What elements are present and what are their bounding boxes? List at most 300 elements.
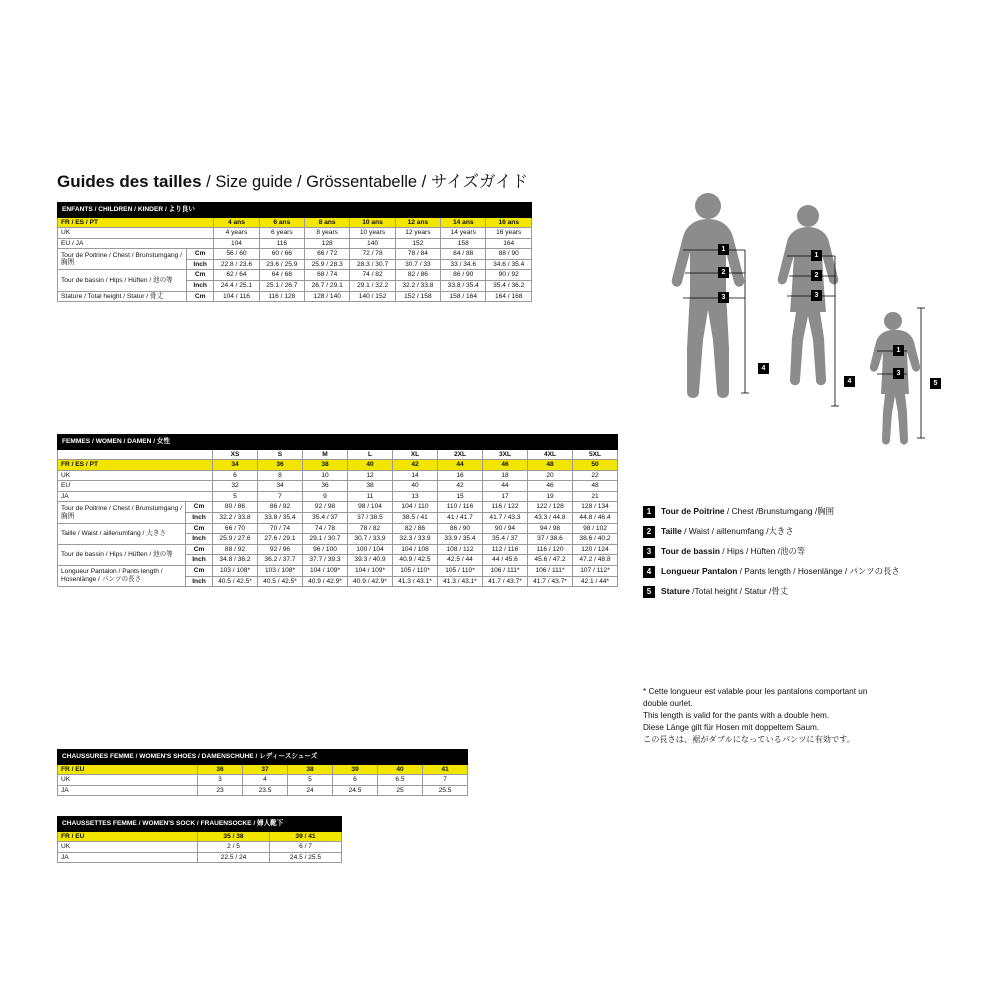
table-cell: 40.5 / 42.5* bbox=[258, 576, 303, 587]
table-row bbox=[58, 502, 618, 513]
table-cell: 6 bbox=[333, 775, 378, 786]
women-shoes-table bbox=[57, 749, 468, 796]
table-cell: 4 years bbox=[214, 228, 259, 239]
row-unit: Inch bbox=[187, 281, 214, 292]
table-cell: 48 bbox=[528, 460, 573, 471]
footnote-line-2: double ourlet. bbox=[643, 698, 693, 708]
legend-number: 2 bbox=[643, 526, 655, 538]
table-cell: 90 / 92 bbox=[486, 270, 532, 281]
table-cell: 62 / 64 bbox=[214, 270, 259, 281]
table-cell: 108 / 112 bbox=[438, 544, 483, 555]
table-cell: 23.5 bbox=[243, 785, 288, 796]
table-cell: 37 / 38.6 bbox=[528, 534, 573, 545]
women-size-table bbox=[57, 434, 618, 587]
table-row bbox=[58, 228, 532, 239]
table-cell: 46 bbox=[483, 460, 528, 471]
table-cell: 120 / 124 bbox=[573, 544, 618, 555]
table-cell: 82 / 86 bbox=[393, 523, 438, 534]
table-cell: 42 bbox=[393, 460, 438, 471]
size-header-spacer bbox=[58, 449, 213, 460]
table-cell: 22.8 / 23.6 bbox=[214, 259, 259, 270]
table-cell: 29.1 / 32.2 bbox=[350, 281, 395, 292]
row-unit: Inch bbox=[186, 534, 213, 545]
table-cell: 3 bbox=[198, 775, 243, 786]
table-cell: 64 / 68 bbox=[259, 270, 304, 281]
table-row bbox=[58, 775, 468, 786]
table-cell: 66 / 70 bbox=[213, 523, 258, 534]
table-cell: 122 / 128 bbox=[528, 502, 573, 513]
table-cell: 6 years bbox=[259, 228, 304, 239]
table-row bbox=[58, 270, 532, 281]
table-cell: 32.3 / 33.9 bbox=[393, 534, 438, 545]
table-cell: 94 / 98 bbox=[528, 523, 573, 534]
table-cell: 32 bbox=[213, 481, 258, 492]
table-cell: 16 years bbox=[486, 228, 532, 239]
legend-number: 1 bbox=[643, 506, 655, 518]
table-cell: 10 bbox=[303, 470, 348, 481]
table-cell: 23.6 / 25.9 bbox=[259, 259, 304, 270]
figure-marker-woman-3: 3 bbox=[811, 290, 822, 301]
table-cell: 88 / 90 bbox=[486, 249, 532, 260]
table-cell: 13 bbox=[393, 491, 438, 502]
table-cell: 18 bbox=[483, 470, 528, 481]
table-cell: 82 / 86 bbox=[395, 270, 440, 281]
woman-silhouette bbox=[778, 205, 839, 385]
table-cell: 98 / 102 bbox=[573, 523, 618, 534]
table-cell: 36.2 / 37.7 bbox=[258, 555, 303, 566]
table-header-row bbox=[58, 435, 618, 450]
figure-marker-man-4: 4 bbox=[758, 363, 769, 374]
table-cell: 68 / 74 bbox=[305, 270, 350, 281]
table-cell: 30.7 / 33.9 bbox=[348, 534, 393, 545]
row-unit: Cm bbox=[186, 544, 213, 555]
table-cell: 78 / 84 bbox=[395, 249, 440, 260]
table-cell: 6 / 7 bbox=[270, 842, 342, 853]
table-cell: 12 years bbox=[395, 228, 440, 239]
table-cell: 41.7 / 43.7* bbox=[528, 576, 573, 587]
row-unit: Cm bbox=[187, 249, 214, 260]
table-cell: 41.7 / 43.7* bbox=[483, 576, 528, 587]
figure-marker-child-5: 5 bbox=[930, 378, 941, 389]
table-cell: 84 / 88 bbox=[441, 249, 486, 260]
table-cell: 44.8 / 46.4 bbox=[573, 513, 618, 524]
footnote bbox=[643, 686, 983, 745]
table-cell: 15 bbox=[438, 491, 483, 502]
table-cell: 33 / 34.6 bbox=[441, 259, 486, 270]
size-header-cell: S bbox=[258, 449, 303, 460]
table-cell: 5 bbox=[213, 491, 258, 502]
table-cell: 116 / 128 bbox=[259, 291, 304, 302]
table-cell: 33.8 / 35.4 bbox=[441, 281, 486, 292]
row-label: Taille / Waist / aillenumfang / 大きさ bbox=[58, 523, 186, 544]
row-label: JA bbox=[58, 491, 213, 502]
page-title-rest: / Size guide / Grössentabelle / サイズガイド bbox=[201, 173, 529, 191]
table-cell: 86 / 90 bbox=[438, 523, 483, 534]
table-header-row bbox=[58, 203, 532, 218]
table-cell: 86 / 90 bbox=[441, 270, 486, 281]
size-header-cell: 5XL bbox=[573, 449, 618, 460]
table-cell: 33.8 / 35.4 bbox=[258, 513, 303, 524]
figures-svg bbox=[645, 188, 975, 478]
table-cell: 6 bbox=[213, 470, 258, 481]
table-cell: 38.6 / 40.2 bbox=[573, 534, 618, 545]
table-cell: 96 / 100 bbox=[303, 544, 348, 555]
row-label: FR / EU bbox=[58, 764, 198, 775]
table-cell: 29.1 / 30.7 bbox=[303, 534, 348, 545]
table-cell: 34.8 / 36.2 bbox=[213, 555, 258, 566]
table-cell: 36 bbox=[198, 764, 243, 775]
size-header-cell: XS bbox=[213, 449, 258, 460]
figure-marker-woman-1: 1 bbox=[811, 250, 822, 261]
legend-label: Longueur Pantalon / Pants length / Hosenlänge / パンツの長さ bbox=[661, 566, 900, 577]
table-cell: 17 bbox=[483, 491, 528, 502]
table-cell: 104 / 110 bbox=[393, 502, 438, 513]
table-cell: 10 ans bbox=[350, 217, 395, 228]
table-cell: 44 / 45.6 bbox=[483, 555, 528, 566]
table-row bbox=[58, 291, 532, 302]
table-cell: 36 bbox=[303, 481, 348, 492]
row-label: Tour de Poitrine / Chest / Brunstumgang / 胸囲 bbox=[58, 249, 187, 270]
table-cell: 88 / 92 bbox=[213, 544, 258, 555]
row-label: Tour de bassin / Hips / Hüften / 池の等 bbox=[58, 270, 187, 291]
table-cell: 22 bbox=[573, 470, 618, 481]
table-cell: 128 / 140 bbox=[305, 291, 350, 302]
table-cell: 164 / 168 bbox=[486, 291, 532, 302]
row-label: Stature / Total height / Statur / 骨丈 bbox=[58, 291, 187, 302]
table-cell: 40.9 / 42.9* bbox=[303, 576, 348, 587]
page-title bbox=[57, 168, 528, 192]
table-cell: 40.9 / 42.9* bbox=[348, 576, 393, 587]
table-cell: 30.7 / 33 bbox=[395, 259, 440, 270]
footnote-line-5: この長さは、裾がダブルになっているパンツに有効です。 bbox=[643, 734, 855, 744]
table-cell: 38 bbox=[288, 764, 333, 775]
table-header-label: CHAUSSETTES FEMME / WOMEN'S SOCK / FRAUENSOCKE / 婦人靴下 bbox=[58, 817, 342, 832]
table-cell: 35.4 / 37 bbox=[303, 513, 348, 524]
row-label: UK bbox=[58, 775, 198, 786]
table-cell: 44 bbox=[438, 460, 483, 471]
table-cell: 43.3 / 44.8 bbox=[528, 513, 573, 524]
size-header-cell: 3XL bbox=[483, 449, 528, 460]
table-cell: 60 / 66 bbox=[259, 249, 304, 260]
row-label: Longueur Pantalon / Pants length / Hosenlänge / パンツの長さ bbox=[58, 565, 186, 586]
table-cell: 140 bbox=[350, 238, 395, 249]
size-header-cell: XL bbox=[393, 449, 438, 460]
table-cell: 25.9 / 27.6 bbox=[213, 534, 258, 545]
table-cell: 14 years bbox=[441, 228, 486, 239]
table-cell: 152 / 158 bbox=[395, 291, 440, 302]
table-cell: 103 / 108* bbox=[258, 565, 303, 576]
table-cell: 4 ans bbox=[214, 217, 259, 228]
table-cell: 2 / 5 bbox=[198, 842, 270, 853]
table-cell: 92 / 98 bbox=[303, 502, 348, 513]
table-cell: 24.5 / 25.5 bbox=[270, 852, 342, 863]
legend-number: 4 bbox=[643, 566, 655, 578]
table-cell: 5 bbox=[288, 775, 333, 786]
table-cell: 39 / 41 bbox=[270, 831, 342, 842]
table-cell: 40 bbox=[348, 460, 393, 471]
row-label: FR / EU bbox=[58, 831, 198, 842]
table-cell: 116 bbox=[259, 238, 304, 249]
table-row bbox=[58, 491, 618, 502]
table-cell: 42.5 / 44 bbox=[438, 555, 483, 566]
table-cell: 37 / 38.5 bbox=[348, 513, 393, 524]
table-header-label: FEMMES / WOMEN / DAMEN / 女性 bbox=[58, 435, 618, 450]
table-cell: 74 / 78 bbox=[303, 523, 348, 534]
row-unit: Inch bbox=[186, 576, 213, 587]
table-cell: 106 / 111* bbox=[528, 565, 573, 576]
table-cell: 92 / 96 bbox=[258, 544, 303, 555]
table-cell: 12 bbox=[348, 470, 393, 481]
table-cell: 25.5 bbox=[423, 785, 468, 796]
table-cell: 80 / 86 bbox=[213, 502, 258, 513]
table-cell: 112 / 116 bbox=[483, 544, 528, 555]
table-cell: 27.6 / 29.1 bbox=[258, 534, 303, 545]
table-cell: 47.2 / 48.8 bbox=[573, 555, 618, 566]
size-header-cell: M bbox=[303, 449, 348, 460]
legend-item bbox=[643, 546, 983, 558]
table-cell: 45.6 / 47.2 bbox=[528, 555, 573, 566]
table-cell: 34 bbox=[258, 481, 303, 492]
table-cell: 35.4 / 36.2 bbox=[486, 281, 532, 292]
measurement-figures bbox=[645, 188, 975, 478]
table-cell: 104 / 116 bbox=[214, 291, 259, 302]
row-label: Tour de Poitrine / Chest / Brunstumgang / 胸囲 bbox=[58, 502, 186, 523]
row-unit: Cm bbox=[187, 270, 214, 281]
table-cell: 72 / 78 bbox=[350, 249, 395, 260]
table-cell: 25.1 / 26.7 bbox=[259, 281, 304, 292]
table-cell: 32.2 / 33.8 bbox=[395, 281, 440, 292]
row-label: UK bbox=[58, 470, 213, 481]
table-cell: 90 / 94 bbox=[483, 523, 528, 534]
table-cell: 25 bbox=[378, 785, 423, 796]
size-header-cell: 4XL bbox=[528, 449, 573, 460]
legend-item bbox=[643, 526, 983, 538]
measurement-legend bbox=[643, 506, 983, 606]
table-cell: 140 / 152 bbox=[350, 291, 395, 302]
table-cell: 24 bbox=[288, 785, 333, 796]
row-unit: Inch bbox=[186, 513, 213, 524]
figure-marker-child-1: 1 bbox=[893, 345, 904, 356]
row-label: FR / ES / PT bbox=[58, 217, 214, 228]
table-cell: 40 bbox=[393, 481, 438, 492]
row-label: UK bbox=[58, 842, 198, 853]
man-silhouette bbox=[672, 193, 745, 398]
size-header-cell: L bbox=[348, 449, 393, 460]
table-cell: 66 / 72 bbox=[305, 249, 350, 260]
table-cell: 8 ans bbox=[305, 217, 350, 228]
row-label: JA bbox=[58, 852, 198, 863]
table-cell: 152 bbox=[395, 238, 440, 249]
table-cell: 35.4 / 37 bbox=[483, 534, 528, 545]
table-cell: 41.3 / 43.1* bbox=[438, 576, 483, 587]
table-cell: 12 ans bbox=[395, 217, 440, 228]
table-cell: 70 / 74 bbox=[258, 523, 303, 534]
table-cell: 164 bbox=[486, 238, 532, 249]
figure-marker-woman-2: 2 bbox=[811, 270, 822, 281]
row-unit: Inch bbox=[187, 259, 214, 270]
table-cell: 41 / 41.7 bbox=[438, 513, 483, 524]
table-cell: 98 / 104 bbox=[348, 502, 393, 513]
table-row bbox=[58, 842, 342, 853]
table-row bbox=[58, 852, 342, 863]
row-label: EU / JA bbox=[58, 238, 214, 249]
table-cell: 42 bbox=[438, 481, 483, 492]
table-row bbox=[58, 565, 618, 576]
table-cell: 8 years bbox=[305, 228, 350, 239]
table-cell: 104 bbox=[214, 238, 259, 249]
row-unit: Cm bbox=[186, 565, 213, 576]
figure-marker-man-3: 3 bbox=[718, 292, 729, 303]
women-socks-table bbox=[57, 816, 342, 863]
table-cell: 34 bbox=[213, 460, 258, 471]
table-cell: 11 bbox=[348, 491, 393, 502]
row-unit: Cm bbox=[186, 523, 213, 534]
table-cell: 110 / 116 bbox=[438, 502, 483, 513]
size-header-row bbox=[58, 449, 618, 460]
table-header-label: CHAUSSURES FEMME / WOMEN'S SHOES / DAMENSCHUHE / レディースシューズ bbox=[58, 750, 468, 765]
table-row bbox=[58, 785, 468, 796]
table-cell: 39.3 / 40.9 bbox=[348, 555, 393, 566]
table-cell: 16 bbox=[438, 470, 483, 481]
table-cell: 105 / 110* bbox=[438, 565, 483, 576]
table-cell: 14 ans bbox=[441, 217, 486, 228]
table-row bbox=[58, 831, 342, 842]
table-cell: 33.9 / 35.4 bbox=[438, 534, 483, 545]
figure-marker-woman-4: 4 bbox=[844, 376, 855, 387]
footnote-line-3: This length is valid for the pants with a double hem. bbox=[643, 710, 830, 720]
row-unit: Inch bbox=[186, 555, 213, 566]
table-header-row bbox=[58, 817, 342, 832]
table-cell: 20 bbox=[528, 470, 573, 481]
table-cell: 39 bbox=[333, 764, 378, 775]
size-header-cell: 2XL bbox=[438, 449, 483, 460]
legend-number: 3 bbox=[643, 546, 655, 558]
table-cell: 19 bbox=[528, 491, 573, 502]
table-row bbox=[58, 249, 532, 260]
row-label: Tour de bassin / Hips / Hüften / 池の等 bbox=[58, 544, 186, 565]
table-cell: 56 / 60 bbox=[214, 249, 259, 260]
legend-label: Tour de Poitrine / Chest /Brunstumgang /胸囲 bbox=[661, 506, 834, 517]
table-cell: 107 / 112* bbox=[573, 565, 618, 576]
table-row bbox=[58, 481, 618, 492]
legend-item bbox=[643, 506, 983, 518]
table-cell: 41 bbox=[423, 764, 468, 775]
table-cell: 37.7 / 39.3 bbox=[303, 555, 348, 566]
table-cell: 23 bbox=[198, 785, 243, 796]
table-cell: 46 bbox=[528, 481, 573, 492]
legend-label: Stature /Total height / Statur /骨丈 bbox=[661, 586, 789, 597]
table-row bbox=[58, 470, 618, 481]
table-cell: 21 bbox=[573, 491, 618, 502]
table-cell: 104 / 109* bbox=[303, 565, 348, 576]
table-cell: 38 bbox=[303, 460, 348, 471]
table-header-row bbox=[58, 750, 468, 765]
table-cell: 26.7 / 29.1 bbox=[305, 281, 350, 292]
legend-number: 5 bbox=[643, 586, 655, 598]
table-cell: 128 bbox=[305, 238, 350, 249]
table-cell: 128 / 134 bbox=[573, 502, 618, 513]
legend-label: Tour de bassin / Hips / Hüften /池の等 bbox=[661, 546, 806, 557]
table-cell: 38 bbox=[348, 481, 393, 492]
table-cell: 74 / 82 bbox=[350, 270, 395, 281]
table-cell: 86 / 92 bbox=[258, 502, 303, 513]
table-cell: 16 ans bbox=[486, 217, 532, 228]
table-cell: 9 bbox=[303, 491, 348, 502]
table-cell: 116 / 120 bbox=[528, 544, 573, 555]
table-cell: 7 bbox=[423, 775, 468, 786]
table-cell: 41.7 / 43.3 bbox=[483, 513, 528, 524]
table-cell: 100 / 104 bbox=[348, 544, 393, 555]
table-cell: 103 / 108* bbox=[213, 565, 258, 576]
table-cell: 116 / 122 bbox=[483, 502, 528, 513]
table-cell: 106 / 111* bbox=[483, 565, 528, 576]
table-cell: 37 bbox=[243, 764, 288, 775]
table-cell: 6.5 bbox=[378, 775, 423, 786]
children-size-table bbox=[57, 202, 532, 302]
table-cell: 25.9 / 28.3 bbox=[305, 259, 350, 270]
table-cell: 78 / 82 bbox=[348, 523, 393, 534]
row-label: JA bbox=[58, 785, 198, 796]
figure-marker-man-2: 2 bbox=[718, 267, 729, 278]
table-cell: 8 bbox=[258, 470, 303, 481]
table-cell: 35 / 38 bbox=[198, 831, 270, 842]
table-cell: 24.5 bbox=[333, 785, 378, 796]
footnote-line-1: * Cette longueur est valable pour les pantalons comportant un bbox=[643, 687, 868, 696]
table-cell: 105 / 110* bbox=[393, 565, 438, 576]
footnote-line-4: Diese Länge gilt für Hosen mit doppeltem Saum. bbox=[643, 722, 820, 732]
table-cell: 41.3 / 43.1* bbox=[393, 576, 438, 587]
row-label: FR / ES / PT bbox=[58, 460, 213, 471]
row-label: EU bbox=[58, 481, 213, 492]
table-cell: 22.5 / 24 bbox=[198, 852, 270, 863]
table-row bbox=[58, 460, 618, 471]
table-cell: 7 bbox=[258, 491, 303, 502]
table-cell: 4 bbox=[243, 775, 288, 786]
table-cell: 40 bbox=[378, 764, 423, 775]
table-row bbox=[58, 523, 618, 534]
table-cell: 44 bbox=[483, 481, 528, 492]
table-cell: 10 years bbox=[350, 228, 395, 239]
table-cell: 158 bbox=[441, 238, 486, 249]
table-cell: 6 ans bbox=[259, 217, 304, 228]
table-cell: 104 / 109* bbox=[348, 565, 393, 576]
legend-item bbox=[643, 566, 983, 578]
legend-item bbox=[643, 586, 983, 598]
table-cell: 104 / 108 bbox=[393, 544, 438, 555]
table-cell: 48 bbox=[573, 481, 618, 492]
table-cell: 42.1 / 44* bbox=[573, 576, 618, 587]
figure-marker-child-3: 3 bbox=[893, 368, 904, 379]
table-cell: 40.5 / 42.5* bbox=[213, 576, 258, 587]
table-row bbox=[58, 238, 532, 249]
legend-label: Taille / Waist / aillenumfang /大きさ bbox=[661, 526, 794, 537]
table-cell: 32.2 / 33.8 bbox=[213, 513, 258, 524]
table-cell: 24.4 / 25.1 bbox=[214, 281, 259, 292]
page-title-bold: Guides des tailles bbox=[57, 172, 202, 191]
table-row bbox=[58, 764, 468, 775]
table-cell: 28.3 / 30.7 bbox=[350, 259, 395, 270]
table-row bbox=[58, 544, 618, 555]
figure-marker-man-1: 1 bbox=[718, 244, 729, 255]
table-cell: 40.9 / 42.5 bbox=[393, 555, 438, 566]
row-unit: Cm bbox=[187, 291, 214, 302]
table-cell: 34.6 / 35.4 bbox=[486, 259, 532, 270]
table-row bbox=[58, 217, 532, 228]
table-cell: 38.5 / 41 bbox=[393, 513, 438, 524]
table-cell: 36 bbox=[258, 460, 303, 471]
table-cell: 50 bbox=[573, 460, 618, 471]
table-cell: 158 / 164 bbox=[441, 291, 486, 302]
